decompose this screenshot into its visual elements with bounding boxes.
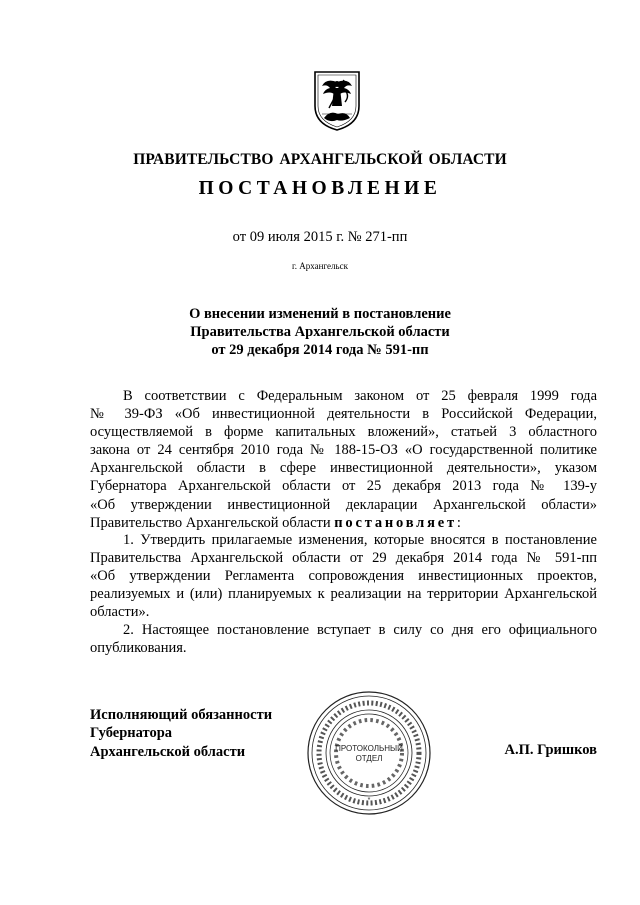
document-type: ПОСТАНОВЛЕНИЕ bbox=[198, 178, 442, 199]
document-date-number: от 09 июля 2015 г. № 271-пп bbox=[232, 229, 408, 245]
position-line: Исполняющий обязанности bbox=[90, 707, 273, 723]
paragraph-line: «Об утверждении Регламента сопровождения инвестиционных проектов, bbox=[90, 568, 597, 585]
paragraph-line: реализуемых и (или) планируемых к реализации на территории Архангельской bbox=[90, 586, 597, 603]
item-1-paragraph bbox=[90, 531, 597, 621]
seal-center-line: ОТДЕЛ bbox=[355, 754, 383, 763]
paragraph-line: осуществляемой в форме капитальных вложений», статьей 3 областного bbox=[90, 424, 597, 441]
paragraph-line: закона от 24 сентября 2010 года № 188-15-ОЗ «О государственной политике bbox=[90, 442, 597, 459]
paragraph-line: опубликования. bbox=[90, 640, 187, 657]
document-title bbox=[0, 305, 640, 359]
paragraph-line: области». bbox=[90, 604, 150, 621]
paragraph-line: Губернатора Архангельской области от 25 декабря 2013 года № 139-у bbox=[90, 478, 597, 495]
document-city: г. Архангельск bbox=[292, 261, 348, 271]
position-line: Губернатора bbox=[90, 725, 173, 742]
coat-of-arms-emblem bbox=[312, 70, 362, 132]
decree-word: постановляет bbox=[334, 514, 457, 531]
svg-text:*: * bbox=[367, 797, 371, 804]
paragraph-line: № 39-ФЗ «Об инвестиционной деятельности в Российской Федерации, bbox=[90, 406, 597, 423]
paragraph-line: Правительства Архангельской области от 29 декабря 2014 года № 591-пп bbox=[90, 550, 597, 567]
signer-name: А.П. Гришков bbox=[504, 742, 597, 758]
paragraph-line: 1. Утвердить прилагаемые изменения, которые вносятся в постановление bbox=[123, 532, 597, 548]
position-line: Архангельской области bbox=[90, 743, 246, 760]
paragraph-line: Архангельской области в сфере инвестиционной деятельности», указом bbox=[90, 460, 597, 477]
paragraph-line: В соответствии с Федеральным законом от 25 февраля 1999 года bbox=[123, 388, 597, 404]
decree-colon: : bbox=[456, 514, 461, 531]
item-2-paragraph bbox=[90, 621, 597, 657]
preamble-paragraph bbox=[90, 387, 597, 532]
paragraph-line bbox=[90, 514, 597, 532]
title-line: от 29 декабря 2014 года № 591-пп bbox=[211, 342, 429, 358]
organization-name: ПРАВИТЕЛЬСТВО АРХАНГЕЛЬСКОЙ ОБЛАСТИ bbox=[133, 151, 507, 168]
signatory-position bbox=[90, 706, 272, 761]
preamble-last-text: Правительство Архангельской области bbox=[90, 514, 331, 531]
title-line: О внесении изменений в постановление bbox=[189, 306, 451, 322]
paragraph-line: 2. Настоящее постановление вступает в силу со дня его официального bbox=[123, 622, 597, 638]
title-line: Правительства Архангельской области bbox=[190, 324, 450, 340]
seal-center-line: ПРОТОКОЛЬНЫЙ bbox=[335, 744, 403, 753]
official-seal-stamp bbox=[306, 690, 432, 816]
paragraph-line: «Об утверждении инвестиционной декларации Архангельской области» bbox=[90, 496, 597, 513]
